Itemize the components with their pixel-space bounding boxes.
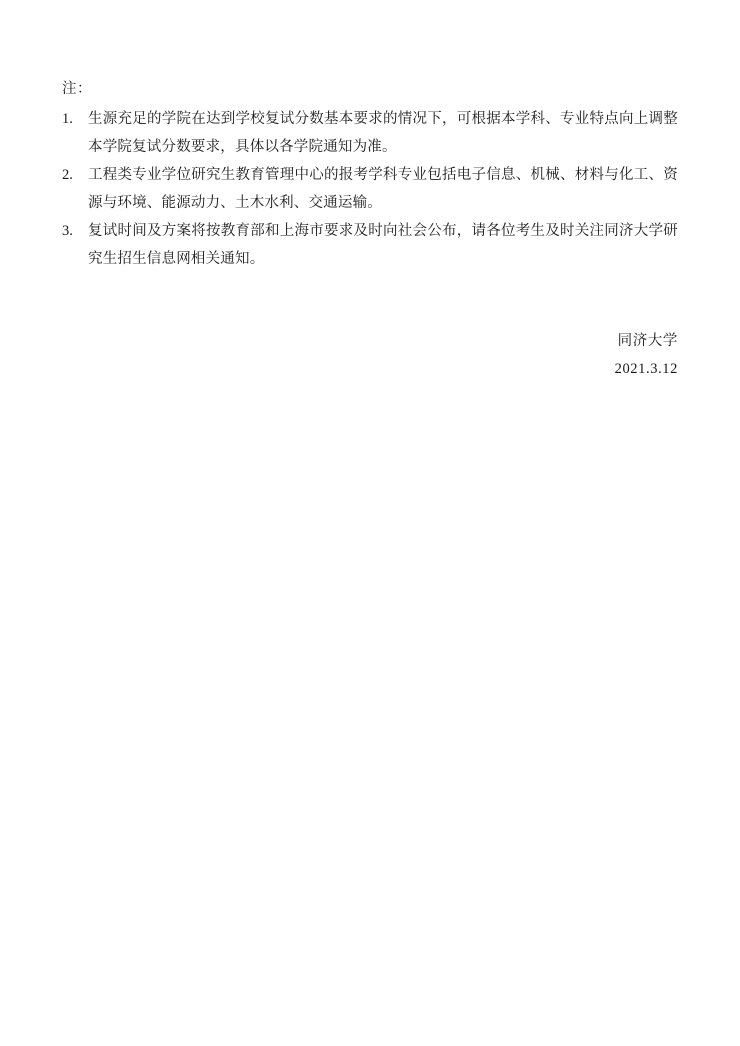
list-item-text: 复试时间及方案将按教育部和上海市要求及时向社会公布，请各位考生及时关注同济大学研究生招生信息网相关通知。	[88, 223, 678, 267]
notes-section	[62, 78, 678, 274]
signature-organization: 同济大学	[617, 333, 678, 349]
list-item	[62, 162, 678, 217]
list-item	[62, 218, 678, 273]
list-item-marker: 2.	[62, 167, 73, 184]
note-list	[62, 106, 678, 273]
list-item-marker: 3.	[62, 223, 73, 240]
signature-date: 2021.3.12	[614, 360, 678, 377]
list-item-text: 工程类专业学位研究生教育管理中心的报考学科专业包括电子信息、机械、材料与化工、资源与环境、能源动力、土木水利、交通运输。	[88, 167, 678, 211]
list-item-marker: 1.	[62, 111, 73, 128]
note-label: 注：	[62, 81, 92, 97]
signature-block	[378, 328, 678, 383]
list-item-text: 生源充足的学院在达到学校复试分数基本要求的情况下，可根据本学科、专业特点向上调整本学院复试分数要求，具体以各学院通知为准。	[88, 111, 678, 155]
list-item	[62, 106, 678, 161]
